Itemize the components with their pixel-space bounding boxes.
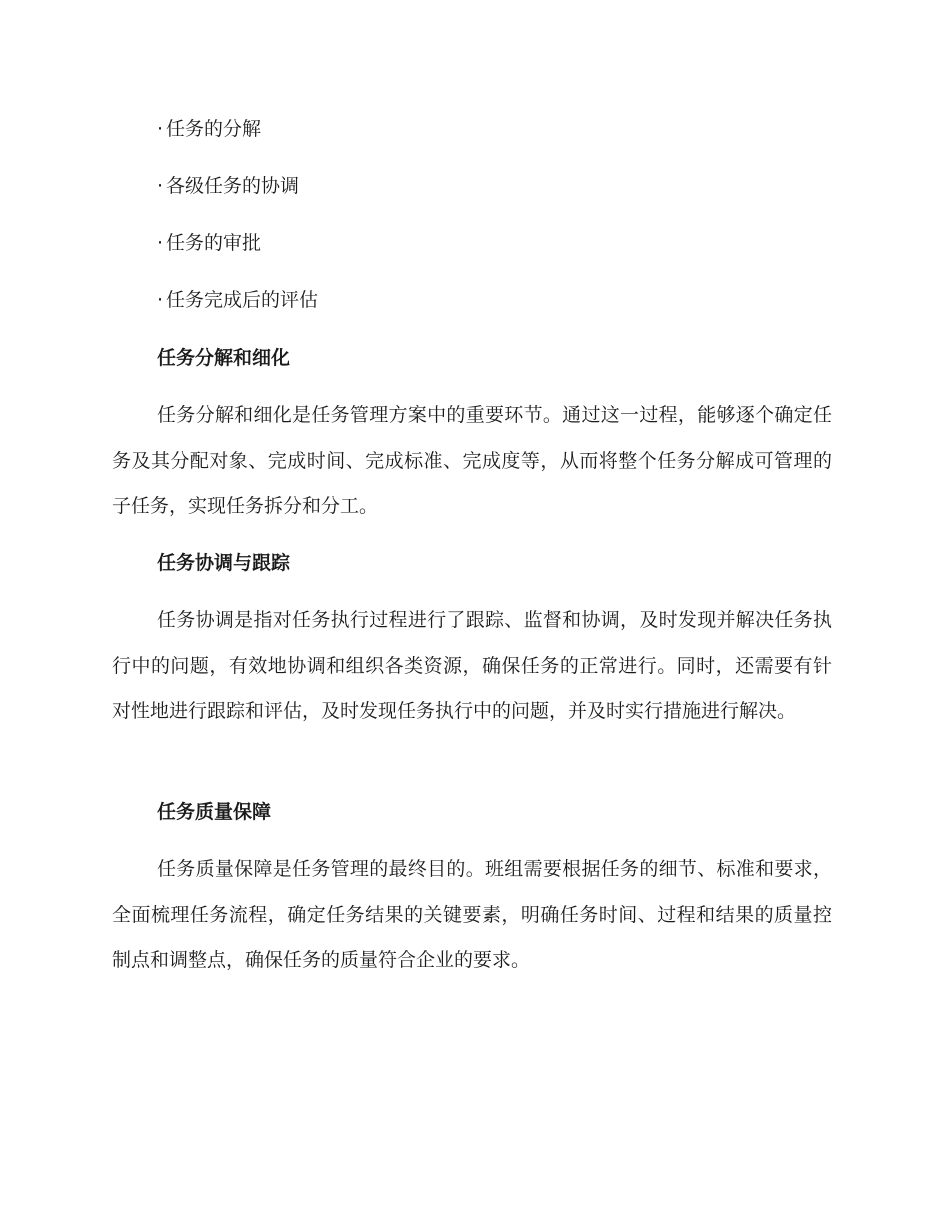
section-paragraph-decomposition: 任务分解和细化是任务管理方案中的重要环节。通过这一过程，能够逐个确定任务及其分配对象、完成时间、完成标准、完成度等，从而将整个任务分解成可管理的子任务，实现任务拆分和分工。 [112, 404, 832, 517]
section-heading-quality: 任务质量保障 [157, 801, 272, 823]
bullet-text: 各级任务的协调 [166, 175, 300, 197]
bullet-dot: · [157, 289, 164, 311]
bullet-dot: · [157, 118, 164, 140]
section-paragraph-quality: 任务质量保障是任务管理的最终目的。班组需要根据任务的细节、标准和要求，全面梳理任务流程，确定任务结果的关键要素，明确任务时间、过程和结果的质量控制点和调整点，确保任务的质量符合企业的要求。 [112, 858, 832, 971]
bullet-item [157, 283, 318, 317]
bullet-dot: · [157, 232, 164, 254]
bullet-text: 任务的审批 [166, 232, 262, 254]
bullet-text: 任务的分解 [166, 118, 262, 140]
bullet-item [157, 112, 318, 146]
bullet-item [157, 169, 318, 203]
bullet-item [157, 226, 318, 260]
bullet-list [157, 112, 318, 340]
section-heading-decomposition: 任务分解和细化 [157, 347, 291, 369]
section-heading-coordination: 任务协调与跟踪 [157, 552, 291, 574]
bullet-dot: · [157, 175, 164, 197]
bullet-text: 任务完成后的评估 [166, 289, 319, 311]
section-paragraph-coordination: 任务协调是指对任务执行过程进行了跟踪、监督和协调，及时发现并解决任务执行中的问题，有效地协调和组织各类资源，确保任务的正常进行。同时，还需要有针对性地进行跟踪和评估，及时发现任务执行中的问题，并及时实行措施进行解决。 [112, 609, 832, 722]
